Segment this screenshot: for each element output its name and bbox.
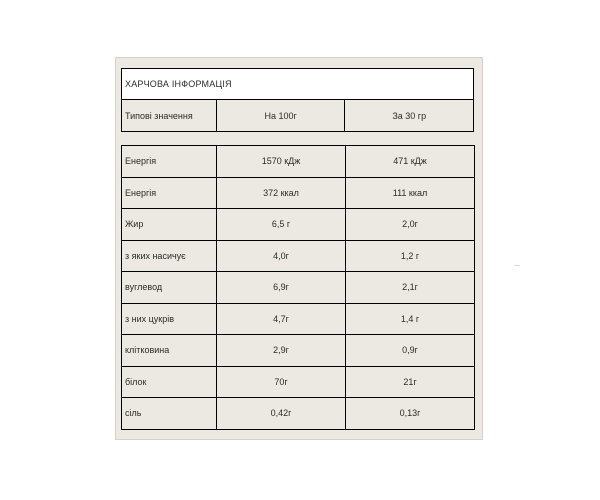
value-per-30g: 0,13г	[346, 398, 475, 430]
nutrient-name: Жир	[122, 209, 217, 241]
value-per-100g: 2,9г	[217, 335, 346, 367]
nutrient-name: Енергія	[122, 177, 217, 209]
table-row	[122, 209, 475, 241]
value-per-30g: 1,4 г	[346, 303, 475, 335]
value-per-30g: 0,9г	[346, 335, 475, 367]
column-header-per-30g: За 30 гр	[345, 100, 474, 132]
value-per-100g: 0,42г	[217, 398, 346, 430]
table-row	[122, 398, 475, 430]
nutrition-header-table	[121, 68, 474, 132]
value-per-100g: 372 ккал	[217, 177, 346, 209]
column-header-per-100g: На 100г	[216, 100, 345, 132]
nutrient-name: сіль	[122, 398, 217, 430]
value-per-100g: 70г	[217, 366, 346, 398]
nutrition-header	[121, 68, 474, 130]
value-per-100g: 4,7г	[217, 303, 346, 335]
nutrient-name: білок	[122, 366, 217, 398]
value-per-100g: 6,9г	[217, 272, 346, 304]
divider	[514, 265, 520, 266]
nutrient-name: вуглевод	[122, 272, 217, 304]
value-per-30g: 2,0г	[346, 209, 475, 241]
table-row	[122, 240, 475, 272]
nutrition-panel	[115, 57, 483, 440]
value-per-30g: 471 кДж	[346, 146, 475, 178]
nutrition-data-table	[121, 145, 475, 430]
nutrient-name: Енергія	[122, 146, 217, 178]
table-row	[122, 272, 475, 304]
table-row	[122, 177, 475, 209]
value-per-30g: 1,2 г	[346, 240, 475, 272]
column-header-typical-values: Типові значення	[122, 100, 217, 132]
value-per-100g: 6,5 г	[217, 209, 346, 241]
value-per-100g: 4,0г	[217, 240, 346, 272]
value-per-30g: 2,1г	[346, 272, 475, 304]
value-per-100g: 1570 кДж	[217, 146, 346, 178]
table-row	[122, 366, 475, 398]
value-per-30g: 21г	[346, 366, 475, 398]
table-row	[122, 303, 475, 335]
nutrient-name: клітковина	[122, 335, 217, 367]
nutrition-title: ХАРЧОВА ІНФОРМАЦІЯ	[122, 69, 474, 100]
table-row	[122, 146, 475, 178]
nutrient-name: з яких насичує	[122, 240, 217, 272]
value-per-30g: 111 ккал	[346, 177, 475, 209]
nutrient-name: з них цукрів	[122, 303, 217, 335]
table-row	[122, 335, 475, 367]
